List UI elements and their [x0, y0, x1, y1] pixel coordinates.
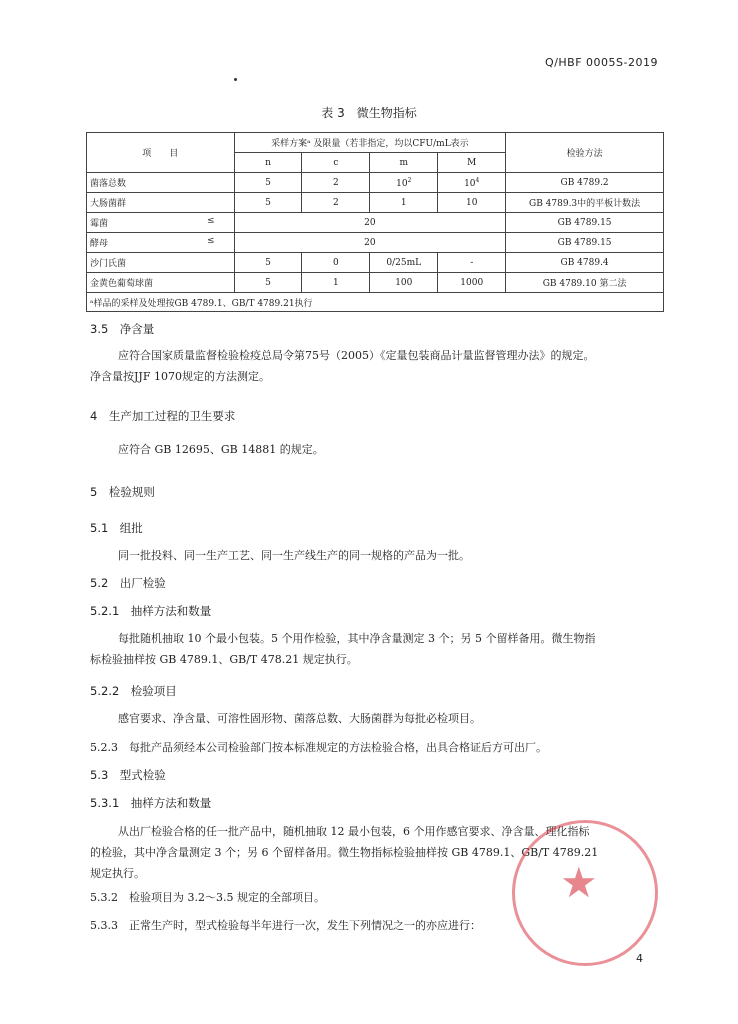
- cell-item: [87, 233, 235, 253]
- heading-4: 4 生产加工过程的卫生要求: [90, 409, 236, 423]
- sub-m: m: [370, 153, 438, 173]
- paragraph: 感官要求、净含量、可溶性固形物、菌落总数、大肠菌群为每批必检项目。: [118, 712, 481, 725]
- paragraph: 应符合国家质量监督检验检疫总局令第75号（2005）《定量包装商品计量监督管理办法》的规定。: [118, 349, 595, 362]
- paragraph: 同一批投料、同一生产工艺、同一生产线生产的同一规格的产品为一批。: [118, 549, 470, 562]
- cell-n: 5: [234, 173, 302, 193]
- paragraph-5-3-2: 5.3.2 检验项目为 3.2～3.5 规定的全部项目。: [90, 891, 325, 904]
- table-footnote: ᵃ样品的采样及处理按GB 4789.1、GB/T 4789.21执行: [87, 293, 664, 312]
- paragraph: 净含量按JJF 1070规定的方法测定。: [90, 370, 270, 383]
- m-exponent: 2: [407, 176, 412, 184]
- table-row: [87, 213, 664, 233]
- table-note-row: [87, 293, 664, 312]
- table-row: [87, 233, 664, 253]
- cell-c: 1: [302, 273, 370, 293]
- heading-5-3-1: 5.3.1 抽样方法和数量: [90, 796, 212, 810]
- standard-number: Q/HBF 0005S-2019: [545, 56, 658, 69]
- heading-5-2-2: 5.2.2 检验项目: [90, 684, 177, 698]
- col-sampling-header: 采样方案ᵃ 及限量（若非指定，均以CFU/mL表示: [234, 133, 506, 153]
- heading-5-2: 5.2 出厂检验: [90, 576, 166, 590]
- paragraph: 规定执行。: [90, 867, 145, 880]
- cell-m: [370, 173, 438, 193]
- cell-c: 2: [302, 193, 370, 213]
- le-symbol: ≤: [207, 216, 215, 226]
- cell-m: 1: [370, 193, 438, 213]
- paragraph-5-2-3: 5.2.3 每批产品须经本公司检验部门按本标准规定的方法检验合格，出具合格证后方可出厂。: [90, 741, 547, 754]
- paragraph: 的检验，其中净含量测定 3 个；另 6 个留样备用。微生物指标检验抽样按 GB 4789.1、GB/T 4789.21: [90, 846, 599, 859]
- col-method-header: 检验方法: [506, 133, 664, 173]
- cell-m: 100: [370, 273, 438, 293]
- paragraph: 应符合 GB 12695、GB 14881 的规定。: [118, 443, 324, 456]
- cell-n: 5: [234, 253, 302, 273]
- cell-method: GB 4789.3中的平板计数法: [506, 193, 664, 213]
- heading-5-2-1: 5.2.1 抽样方法和数量: [90, 604, 212, 618]
- cell-M: -: [438, 253, 506, 273]
- heading-5-1: 5.1 组批: [90, 521, 143, 535]
- cell-method: GB 4789.10 第二法: [506, 273, 664, 293]
- M-base: 10: [464, 178, 476, 189]
- cell-item: 大肠菌群: [87, 193, 235, 213]
- heading-5: 5 检验规则: [90, 485, 155, 499]
- sub-M: M: [438, 153, 506, 173]
- le-symbol: ≤: [207, 236, 215, 246]
- table-header-row: [87, 133, 664, 153]
- cell-item: 沙门氏菌: [87, 253, 235, 273]
- cell-method: GB 4789.2: [506, 173, 664, 193]
- seal-star-icon: ★: [560, 858, 598, 907]
- m-base: 10: [396, 178, 408, 189]
- speck-mark: [234, 78, 237, 81]
- table-caption: 表 3 微生物指标: [321, 106, 417, 120]
- heading-3-5: 3.5 净含量: [90, 322, 155, 336]
- cell-item: [87, 213, 235, 233]
- microbial-table: [86, 132, 664, 312]
- table-row: [87, 173, 664, 193]
- cell-merged-limit: 20: [234, 213, 506, 233]
- cell-n: 5: [234, 273, 302, 293]
- paragraph: 每批随机抽取 10 个最小包装。5 个用作检验，其中净含量测定 3 个；另 5 个留样备用。微生物指: [118, 632, 596, 645]
- paragraph-5-3-3: 5.3.3 正常生产时，型式检验每半年进行一次，发生下列情况之一的亦应进行：: [90, 919, 481, 932]
- heading-5-3: 5.3 型式检验: [90, 768, 166, 782]
- page-number: 4: [636, 952, 643, 965]
- table-row: [87, 193, 664, 213]
- cell-item: 金黄色葡萄球菌: [87, 273, 235, 293]
- item-label: 霉菌: [90, 219, 109, 229]
- cell-c: 0: [302, 253, 370, 273]
- M-exponent: 4: [475, 176, 480, 184]
- cell-c: 2: [302, 173, 370, 193]
- cell-M: [438, 173, 506, 193]
- paragraph: 标检验抽样按 GB 4789.1、GB/T 478.21 规定执行。: [90, 653, 358, 666]
- cell-item: 菌落总数: [87, 173, 235, 193]
- sub-n: n: [234, 153, 302, 173]
- cell-n: 5: [234, 193, 302, 213]
- sub-c: c: [302, 153, 370, 173]
- table-row: [87, 273, 664, 293]
- cell-M: 10: [438, 193, 506, 213]
- cell-method: GB 4789.15: [506, 213, 664, 233]
- cell-merged-limit: 20: [234, 233, 506, 253]
- item-label: 酵母: [90, 239, 109, 249]
- cell-m: 0/25mL: [370, 253, 438, 273]
- paragraph: 从出厂检验合格的任一批产品中，随机抽取 12 最小包装，6 个用作感官要求、净含量、理化指标: [118, 825, 590, 838]
- cell-M: 1000: [438, 273, 506, 293]
- table-row: [87, 253, 664, 273]
- col-item-header: 项 目: [87, 133, 235, 173]
- cell-method: GB 4789.15: [506, 233, 664, 253]
- cell-method: GB 4789.4: [506, 253, 664, 273]
